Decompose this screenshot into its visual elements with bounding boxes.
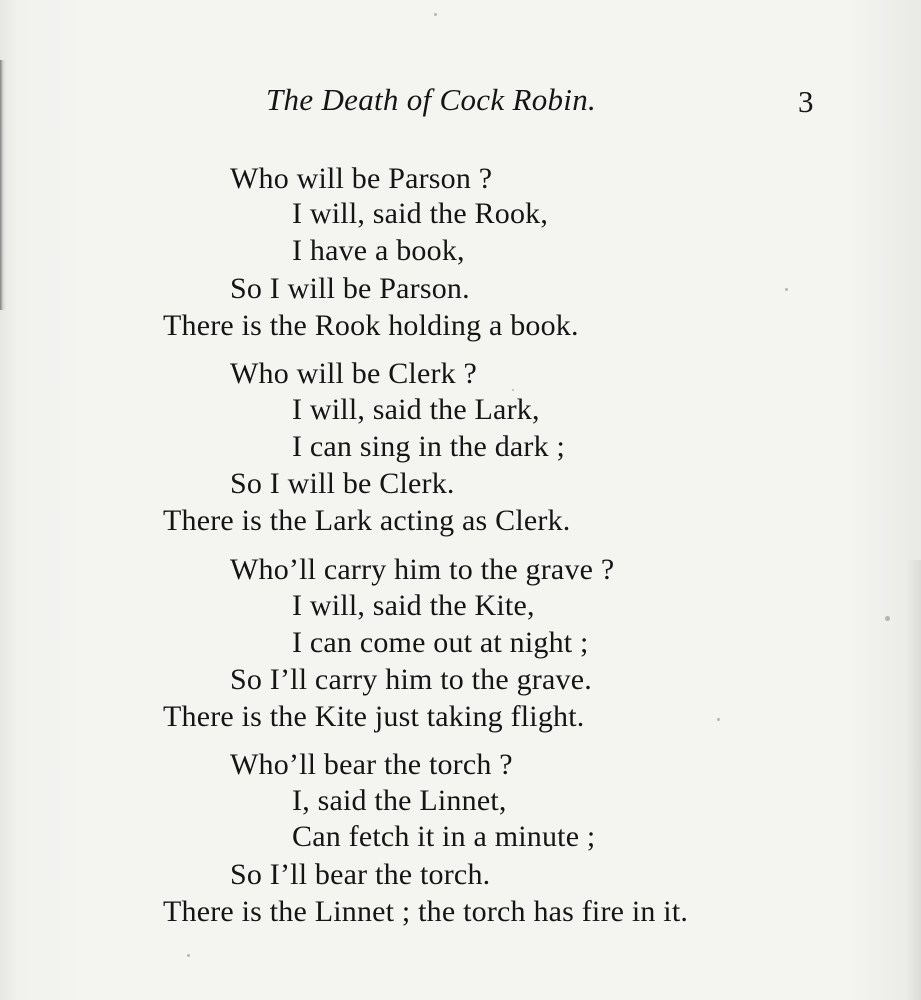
paper-speck xyxy=(434,13,437,16)
stanza-3-line-2: I will, said the Kite, xyxy=(292,589,535,622)
stanza-4-line-3: Can fetch it in a minute ; xyxy=(292,820,596,853)
stanza-1-line-4: So I will be Parson. xyxy=(230,272,470,305)
stanza-3-line-3: I can come out at night ; xyxy=(292,626,589,659)
stanza-2-line-4: So I will be Clerk. xyxy=(230,467,455,500)
stanza-2-line-2: I will, said the Lark, xyxy=(292,393,540,426)
paper-speck xyxy=(885,616,890,621)
stanza-1-line-3: I have a book, xyxy=(292,234,465,267)
stanza-4-line-5: There is the Linnet ; the torch has fire in it. xyxy=(163,895,689,928)
stanza-4-line-2: I, said the Linnet, xyxy=(292,784,507,817)
stanza-1-line-2: I will, said the Rook, xyxy=(292,197,549,230)
stanza-2-line-5: There is the Lark acting as Clerk. xyxy=(163,504,571,537)
page-number: 3 xyxy=(798,84,814,119)
paper-speck xyxy=(187,954,190,957)
stanza-3-line-1: Who’ll carry him to the grave ? xyxy=(230,553,615,586)
stanza-4-line-4: So I’ll bear the torch. xyxy=(230,858,491,891)
stanza-4-line-1: Who’ll bear the torch ? xyxy=(230,748,513,781)
paper-speck xyxy=(717,718,720,721)
stanza-1-line-5: There is the Rook holding a book. xyxy=(163,309,579,342)
running-title: The Death of Cock Robin. xyxy=(266,82,597,117)
paper-speck xyxy=(785,288,788,291)
page-edge-shadow-right xyxy=(907,560,921,1000)
paper-speck xyxy=(512,389,514,391)
stanza-2-line-3: I can sing in the dark ; xyxy=(292,430,566,463)
stanza-3-line-4: So I’ll carry him to the grave. xyxy=(230,663,592,696)
stanza-2-line-1: Who will be Clerk ? xyxy=(230,357,478,390)
stanza-3-line-5: There is the Kite just taking flight. xyxy=(163,700,585,733)
page-edge-shadow xyxy=(0,60,6,310)
stanza-1-line-1: Who will be Parson ? xyxy=(230,162,493,195)
